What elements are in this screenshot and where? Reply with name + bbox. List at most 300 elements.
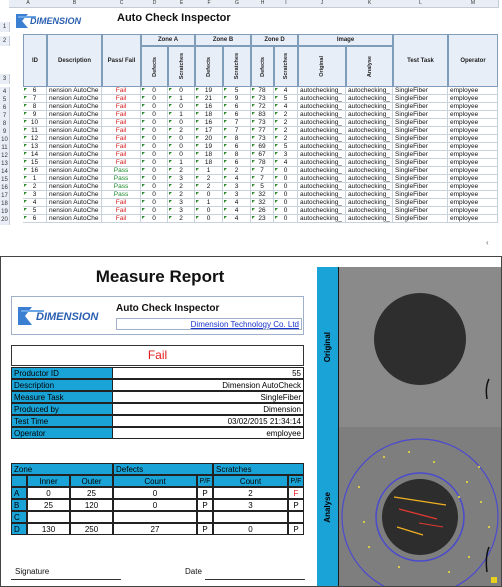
cell-id[interactable]: 4 (23, 199, 47, 207)
cell-zone-d-scratches[interactable]: 4 (274, 103, 298, 111)
cell-zone-b-defects[interactable]: 2 (195, 183, 223, 191)
cell-note-indicator-icon (169, 184, 172, 187)
column-header-e[interactable]: E (168, 0, 196, 8)
cell-test-task[interactable]: SingleFiber (393, 127, 448, 135)
cell-operator[interactable]: employee (448, 103, 498, 111)
cell-zone-b-defects[interactable]: 18 (195, 159, 223, 167)
cell-note-indicator-icon (252, 128, 255, 131)
row-header-11[interactable]: 11 (0, 143, 10, 153)
cell-zone-a-defects[interactable]: 0 (141, 127, 168, 135)
cell-zone-a-defects[interactable]: 0 (141, 119, 168, 127)
cell-pass-fail[interactable]: Fail (102, 159, 141, 167)
cell-operator[interactable]: employee (448, 127, 498, 135)
cell-zone-b-scratches[interactable]: 4 (223, 215, 251, 223)
cell-note-indicator-icon (224, 168, 227, 171)
cell-zone-d-scratches[interactable]: 0 (274, 167, 298, 175)
cell-image-analyse[interactable]: autochecking_ (346, 119, 393, 127)
zone-cell-def-pf: P (197, 523, 213, 535)
cell-zone-a-defects[interactable]: 0 (141, 87, 168, 95)
cell-zone-b-defects[interactable]: 1 (195, 199, 223, 207)
cell-operator[interactable]: employee (448, 111, 498, 119)
row-header-6[interactable]: 6 (0, 103, 10, 113)
sheet-title: Auto Check Inspector (117, 12, 231, 24)
cell-zone-a-defects[interactable]: 0 (141, 111, 168, 119)
cell-zone-d-defects[interactable]: 23 (251, 215, 274, 223)
cell-description[interactable]: nension AutoChe (47, 159, 102, 167)
cell-image-analyse[interactable]: autochecking_ (346, 191, 393, 199)
cell-operator[interactable]: employee (448, 167, 498, 175)
cell-pass-fail[interactable]: Fail (102, 143, 141, 151)
cell-zone-a-scratches[interactable]: 0 (168, 151, 195, 159)
cell-zone-a-scratches[interactable]: 3 (168, 199, 195, 207)
cell-operator[interactable]: employee (448, 87, 498, 95)
cell-operator[interactable]: employee (448, 207, 498, 215)
cell-zone-b-scratches[interactable]: 2 (223, 167, 251, 175)
cell-zone-a-scratches[interactable]: 1 (168, 95, 195, 103)
cell-image-original[interactable]: autochecking_ (298, 191, 346, 199)
cell-pass-fail[interactable]: Fail (102, 127, 141, 135)
report-field-label: Description (11, 379, 113, 391)
cell-pass-fail[interactable]: Fail (102, 87, 141, 95)
cell-description[interactable]: nension AutoChe (47, 191, 102, 199)
cell-test-task[interactable]: SingleFiber (393, 103, 448, 111)
column-header-j[interactable]: J (298, 0, 347, 8)
row-header-10[interactable]: 10 (0, 135, 10, 145)
cell-zone-d-scratches[interactable]: 5 (274, 143, 298, 151)
row-header-4[interactable]: 4 (0, 87, 10, 97)
cell-test-task[interactable]: SingleFiber (393, 175, 448, 183)
cell-zone-a-defects[interactable]: 0 (141, 175, 168, 183)
cell-zone-d-scratches[interactable]: 0 (274, 175, 298, 183)
row-header-14[interactable]: 14 (0, 167, 10, 177)
cell-description[interactable]: nension AutoChe (47, 175, 102, 183)
cell-image-original[interactable]: autochecking_ (298, 135, 346, 143)
header-zone-b-defects: Defects (195, 46, 223, 87)
cell-zone-d-scratches[interactable]: 3 (274, 151, 298, 159)
cell-image-original[interactable]: autochecking_ (298, 159, 346, 167)
cell-zone-a-scratches[interactable]: 0 (168, 119, 195, 127)
cell-description[interactable]: nension AutoChe (47, 207, 102, 215)
zone-cell-scr-pf (288, 511, 304, 523)
cell-note-indicator-icon (196, 96, 199, 99)
cell-image-original[interactable]: autochecking_ (298, 175, 346, 183)
row-header-19[interactable]: 19 (0, 207, 10, 217)
cell-description[interactable]: nension AutoChe (47, 127, 102, 135)
cell-note-indicator-icon (169, 120, 172, 123)
cell-pass-fail[interactable]: Pass (102, 183, 141, 191)
cell-operator[interactable]: employee (448, 119, 498, 127)
cell-zone-b-scratches[interactable]: 9 (223, 95, 251, 103)
cell-zone-a-scratches[interactable]: 0 (168, 135, 195, 143)
cell-zone-d-defects[interactable]: 78 (251, 87, 274, 95)
cell-zone-d-defects[interactable]: 73 (251, 119, 274, 127)
cell-id[interactable]: 13 (23, 143, 47, 151)
cell-zone-d-scratches[interactable]: 0 (274, 215, 298, 223)
cell-id[interactable]: 6 (23, 215, 47, 223)
cell-image-analyse[interactable]: autochecking_ (346, 199, 393, 207)
cell-zone-b-scratches[interactable]: 7 (223, 127, 251, 135)
cell-zone-a-scratches[interactable]: 3 (168, 207, 195, 215)
cell-zone-a-defects[interactable]: 0 (141, 103, 168, 111)
cell-zone-d-scratches[interactable]: 2 (274, 127, 298, 135)
zone-header: Zone (11, 463, 113, 475)
row-header-1[interactable]: 1 (0, 22, 10, 32)
cell-id[interactable]: 1 (23, 175, 47, 183)
cell-image-analyse[interactable]: autochecking_ (346, 111, 393, 119)
scratches-sub-pf: P/F (288, 475, 304, 487)
cell-zone-b-scratches[interactable]: 5 (223, 87, 251, 95)
cell-zone-b-defects[interactable]: 1 (195, 167, 223, 175)
cell-test-task[interactable]: SingleFiber (393, 151, 448, 159)
cell-zone-a-defects[interactable]: 0 (141, 159, 168, 167)
cell-image-original[interactable]: autochecking_ (298, 215, 346, 223)
cell-id[interactable]: 11 (23, 127, 47, 135)
cell-image-analyse[interactable]: autochecking_ (346, 151, 393, 159)
cell-zone-a-scratches[interactable]: 1 (168, 159, 195, 167)
cell-test-task[interactable]: SingleFiber (393, 159, 448, 167)
cell-test-task[interactable]: SingleFiber (393, 87, 448, 95)
column-header-i[interactable]: I (274, 0, 299, 8)
zone-cell-def-count: 27 (113, 523, 197, 535)
cell-zone-b-scratches[interactable]: 8 (223, 151, 251, 159)
column-header-k[interactable]: K (346, 0, 394, 8)
zone-cell-scr-pf: P (288, 499, 304, 511)
header-id: ID (23, 34, 47, 87)
cell-pass-fail[interactable]: Fail (102, 151, 141, 159)
cell-image-analyse[interactable]: autochecking_ (346, 135, 393, 143)
cell-description[interactable]: nension AutoChe (47, 167, 102, 175)
column-header-g[interactable]: G (223, 0, 252, 8)
cell-zone-d-defects[interactable]: 32 (251, 191, 274, 199)
cell-description[interactable]: nension AutoChe (47, 95, 102, 103)
cell-image-original[interactable]: autochecking_ (298, 199, 346, 207)
cell-description[interactable]: nension AutoChe (47, 111, 102, 119)
column-header-f[interactable]: F (195, 0, 224, 8)
zone-cell-inner: 25 (27, 499, 70, 511)
cell-id[interactable]: 10 (23, 119, 47, 127)
cell-pass-fail[interactable]: Fail (102, 207, 141, 215)
cell-zone-a-scratches[interactable]: 2 (168, 191, 195, 199)
cell-zone-a-scratches[interactable]: 0 (168, 87, 195, 95)
cell-pass-fail[interactable]: Fail (102, 111, 141, 119)
cell-zone-b-defects[interactable]: 20 (195, 135, 223, 143)
cell-image-original[interactable]: autochecking_ (298, 95, 346, 103)
cell-id[interactable]: 16 (23, 167, 47, 175)
cell-zone-b-defects[interactable]: 17 (195, 127, 223, 135)
cell-zone-b-defects[interactable]: 21 (195, 95, 223, 103)
cell-test-task[interactable]: SingleFiber (393, 215, 448, 223)
column-header-l[interactable]: L (393, 0, 449, 8)
row-header-20[interactable]: 20 (0, 215, 10, 225)
cell-id[interactable]: 12 (23, 135, 47, 143)
cell-note-indicator-icon (275, 160, 278, 163)
cell-note-indicator-icon (142, 184, 145, 187)
cell-image-analyse[interactable]: autochecking_ (346, 207, 393, 215)
cell-zone-d-defects[interactable]: 7 (251, 167, 274, 175)
cell-zone-d-scratches[interactable]: 5 (274, 95, 298, 103)
cell-id[interactable]: 15 (23, 159, 47, 167)
cell-note-indicator-icon (252, 176, 255, 179)
cell-zone-b-scratches[interactable]: 4 (223, 199, 251, 207)
column-header-m[interactable]: M (448, 0, 499, 8)
row-header-17[interactable]: 17 (0, 191, 10, 201)
cell-zone-a-defects[interactable]: 0 (141, 95, 168, 103)
row-header-9[interactable]: 9 (0, 127, 10, 137)
cell-operator[interactable]: employee (448, 143, 498, 151)
row-header-2[interactable]: 2 (0, 36, 10, 46)
cell-zone-b-scratches[interactable]: 3 (223, 183, 251, 191)
cell-note-indicator-icon (252, 216, 255, 219)
cell-image-analyse[interactable]: autochecking_ (346, 103, 393, 111)
cell-id[interactable]: 8 (23, 103, 47, 111)
cell-zone-d-defects[interactable]: 73 (251, 95, 274, 103)
cell-zone-b-scratches[interactable]: 6 (223, 159, 251, 167)
cell-zone-b-scratches[interactable]: 7 (223, 119, 251, 127)
original-label-bar: Original (317, 267, 338, 427)
column-header-b[interactable]: B (47, 0, 103, 8)
cell-zone-a-scratches[interactable]: 0 (168, 143, 195, 151)
cell-note-indicator-icon (275, 136, 278, 139)
cell-operator[interactable]: employee (448, 191, 498, 199)
cell-zone-d-defects[interactable]: 72 (251, 103, 274, 111)
cell-zone-a-defects[interactable]: 0 (141, 135, 168, 143)
cell-image-analyse[interactable]: autochecking_ (346, 143, 393, 151)
cell-zone-a-scratches[interactable]: 1 (168, 111, 195, 119)
cell-zone-d-defects[interactable]: 73 (251, 135, 274, 143)
cell-note-indicator-icon (252, 144, 255, 147)
report-field-row (11, 415, 304, 427)
cell-zone-a-defects[interactable]: 0 (141, 215, 168, 223)
row-header-8[interactable]: 8 (0, 119, 10, 129)
cell-zone-b-defects[interactable]: 2 (195, 175, 223, 183)
cell-zone-d-scratches[interactable]: 2 (274, 119, 298, 127)
column-header-a[interactable]: A (9, 0, 48, 8)
cell-image-original[interactable]: autochecking_ (298, 87, 346, 95)
header-pass-fail: Pass/ Fail (102, 34, 141, 87)
cell-zone-d-defects[interactable]: 77 (251, 127, 274, 135)
cell-pass-fail[interactable]: Fail (102, 95, 141, 103)
cell-zone-d-scratches[interactable]: 4 (274, 87, 298, 95)
cell-zone-a-defects[interactable]: 0 (141, 143, 168, 151)
row-header-5[interactable]: 5 (0, 95, 10, 105)
column-header-c[interactable]: C (102, 0, 142, 8)
cell-id[interactable]: 3 (23, 191, 47, 199)
cell-zone-a-defects[interactable]: 0 (141, 207, 168, 215)
cell-image-original[interactable]: autochecking_ (298, 207, 346, 215)
cell-image-original[interactable]: autochecking_ (298, 143, 346, 151)
cell-zone-b-scratches[interactable]: 6 (223, 143, 251, 151)
report-field-label: Operator (11, 427, 113, 439)
cell-id[interactable]: 6 (23, 87, 47, 95)
cell-zone-b-defects[interactable]: 16 (195, 103, 223, 111)
cell-zone-a-scratches[interactable]: 0 (168, 103, 195, 111)
original-fiber-image (338, 267, 502, 427)
cell-image-original[interactable]: autochecking_ (298, 167, 346, 175)
cell-note-indicator-icon (275, 128, 278, 131)
cell-description[interactable]: nension AutoChe (47, 87, 102, 95)
cell-zone-d-scratches[interactable]: 0 (274, 191, 298, 199)
row-header-18[interactable]: 18 (0, 199, 10, 209)
cell-test-task[interactable]: SingleFiber (393, 199, 448, 207)
cell-image-analyse[interactable]: autochecking_ (346, 127, 393, 135)
cell-zone-d-defects[interactable]: 7 (251, 175, 274, 183)
signature-label: Signature (15, 567, 50, 576)
cell-pass-fail[interactable]: Pass (102, 175, 141, 183)
cell-id[interactable]: 7 (23, 95, 47, 103)
cell-zone-a-defects[interactable]: 0 (141, 183, 168, 191)
cell-zone-b-defects[interactable]: 19 (195, 87, 223, 95)
report-logo (16, 303, 114, 329)
row-header-12[interactable]: 12 (0, 151, 10, 161)
cell-id[interactable]: 2 (23, 183, 47, 191)
cell-note-indicator-icon (252, 136, 255, 139)
cell-pass-fail[interactable]: Fail (102, 199, 141, 207)
cell-description[interactable]: nension AutoChe (47, 151, 102, 159)
cell-zone-a-scratches[interactable]: 2 (168, 215, 195, 223)
cell-test-task[interactable]: SingleFiber (393, 207, 448, 215)
cell-zone-b-defects[interactable]: 18 (195, 111, 223, 119)
cell-test-task[interactable]: SingleFiber (393, 167, 448, 175)
cell-zone-b-scratches[interactable]: 3 (223, 191, 251, 199)
cell-zone-a-defects[interactable]: 0 (141, 151, 168, 159)
cell-image-analyse[interactable]: autochecking_ (346, 215, 393, 223)
cell-pass-fail[interactable]: Pass (102, 191, 141, 199)
cell-image-original[interactable]: autochecking_ (298, 127, 346, 135)
cell-zone-d-defects[interactable]: 78 (251, 159, 274, 167)
cell-test-task[interactable]: SingleFiber (393, 191, 448, 199)
cell-zone-d-defects[interactable]: 32 (251, 199, 274, 207)
cell-pass-fail[interactable]: Fail (102, 119, 141, 127)
cell-note-indicator-icon (224, 192, 227, 195)
cell-zone-d-defects[interactable]: 83 (251, 111, 274, 119)
cell-image-original[interactable]: autochecking_ (298, 119, 346, 127)
cell-pass-fail[interactable]: Fail (102, 215, 141, 223)
cell-note-indicator-icon (196, 192, 199, 195)
cell-image-original[interactable]: autochecking_ (298, 183, 346, 191)
cell-image-analyse[interactable]: autochecking_ (346, 159, 393, 167)
cell-zone-a-defects[interactable]: 0 (141, 167, 168, 175)
cell-operator[interactable]: employee (448, 151, 498, 159)
cell-zone-a-defects[interactable]: 0 (141, 199, 168, 207)
cell-zone-b-scratches[interactable]: 6 (223, 111, 251, 119)
cell-test-task[interactable]: SingleFiber (393, 183, 448, 191)
cell-zone-b-defects[interactable]: 0 (195, 191, 223, 199)
cell-test-task[interactable]: SingleFiber (393, 111, 448, 119)
cell-zone-b-defects[interactable]: 19 (195, 143, 223, 151)
cell-zone-d-scratches[interactable]: 0 (274, 183, 298, 191)
company-link[interactable]: Dimension Technology Co. Ltd (190, 320, 299, 329)
cell-test-task[interactable]: SingleFiber (393, 143, 448, 151)
cell-zone-d-scratches[interactable]: 0 (274, 207, 298, 215)
cell-zone-a-scratches[interactable]: 3 (168, 175, 195, 183)
cell-note-indicator-icon (142, 216, 145, 219)
cell-zone-d-scratches[interactable]: 2 (274, 135, 298, 143)
row-header-7[interactable]: 7 (0, 111, 10, 121)
cell-image-analyse[interactable]: autochecking_ (346, 167, 393, 175)
cell-zone-d-defects[interactable]: 69 (251, 143, 274, 151)
cell-id[interactable]: 9 (23, 111, 47, 119)
zone-cell-inner: 0 (27, 487, 70, 499)
cell-operator[interactable]: employee (448, 159, 498, 167)
cell-pass-fail[interactable]: Fail (102, 135, 141, 143)
cell-test-task[interactable]: SingleFiber (393, 95, 448, 103)
cell-zone-a-scratches[interactable]: 2 (168, 183, 195, 191)
cell-description[interactable]: nension AutoChe (47, 103, 102, 111)
cell-test-task[interactable]: SingleFiber (393, 119, 448, 127)
cell-operator[interactable]: employee (448, 135, 498, 143)
row-header-16[interactable]: 16 (0, 183, 10, 193)
cell-note-indicator-icon (24, 192, 27, 195)
row-header-13[interactable]: 13 (0, 159, 10, 169)
cell-image-original[interactable]: autochecking_ (298, 111, 346, 119)
cell-image-analyse[interactable]: autochecking_ (346, 175, 393, 183)
cell-description[interactable]: nension AutoChe (47, 199, 102, 207)
cell-zone-b-scratches[interactable]: 4 (223, 207, 251, 215)
cell-zone-b-defects[interactable]: 18 (195, 151, 223, 159)
cell-note-indicator-icon (196, 176, 199, 179)
cell-test-task[interactable]: SingleFiber (393, 135, 448, 143)
cell-operator[interactable]: employee (448, 215, 498, 223)
cell-zone-d-scratches[interactable]: 2 (274, 111, 298, 119)
cell-description[interactable]: nension AutoChe (47, 215, 102, 223)
cell-note-indicator-icon (275, 184, 278, 187)
cell-note-indicator-icon (142, 152, 145, 155)
cell-operator[interactable]: employee (448, 175, 498, 183)
cell-zone-b-scratches[interactable]: 8 (223, 135, 251, 143)
cell-operator[interactable]: employee (448, 95, 498, 103)
cell-note-indicator-icon (169, 104, 172, 107)
row-header-15[interactable]: 15 (0, 175, 10, 185)
cell-image-analyse[interactable]: autochecking_ (346, 87, 393, 95)
column-header-d[interactable]: D (141, 0, 169, 8)
cell-description[interactable]: nension AutoChe (47, 143, 102, 151)
cell-operator[interactable]: employee (448, 183, 498, 191)
cell-zone-a-scratches[interactable]: 2 (168, 167, 195, 175)
cell-operator[interactable]: employee (448, 199, 498, 207)
cell-id[interactable]: 14 (23, 151, 47, 159)
cell-image-analyse[interactable]: autochecking_ (346, 95, 393, 103)
cell-description[interactable]: nension AutoChe (47, 119, 102, 127)
cell-zone-b-defects[interactable]: 0 (195, 215, 223, 223)
cell-description[interactable]: nension AutoChe (47, 183, 102, 191)
cell-zone-d-scratches[interactable]: 0 (274, 199, 298, 207)
cell-zone-b-defects[interactable]: 0 (195, 207, 223, 215)
cell-zone-b-defects[interactable]: 16 (195, 119, 223, 127)
cell-zone-d-defects[interactable]: 5 (251, 183, 274, 191)
cell-pass-fail[interactable]: Pass (102, 167, 141, 175)
column-header-h[interactable]: H (251, 0, 275, 8)
cell-zone-a-defects[interactable]: 0 (141, 191, 168, 199)
cell-image-analyse[interactable]: autochecking_ (346, 183, 393, 191)
zone-sub-blank (11, 475, 27, 487)
cell-zone-d-defects[interactable]: 26 (251, 207, 274, 215)
cell-zone-d-defects[interactable]: 67 (251, 151, 274, 159)
zone-cell-inner (27, 511, 70, 523)
cell-zone-d-scratches[interactable]: 4 (274, 159, 298, 167)
cell-image-original[interactable]: autochecking_ (298, 151, 346, 159)
cell-pass-fail[interactable]: Fail (102, 103, 141, 111)
cell-image-original[interactable]: autochecking_ (298, 103, 346, 111)
defects-sub-count: Count (113, 475, 197, 487)
header-zone-d: Zone D (251, 34, 298, 46)
cell-zone-a-scratches[interactable]: 2 (168, 127, 195, 135)
cell-description[interactable]: nension AutoChe (47, 135, 102, 143)
row-header-3[interactable]: 3 (0, 74, 10, 84)
cell-zone-b-scratches[interactable]: 6 (223, 103, 251, 111)
cell-zone-b-scratches[interactable]: 4 (223, 175, 251, 183)
cell-id[interactable]: 5 (23, 207, 47, 215)
cell-note-indicator-icon (142, 144, 145, 147)
